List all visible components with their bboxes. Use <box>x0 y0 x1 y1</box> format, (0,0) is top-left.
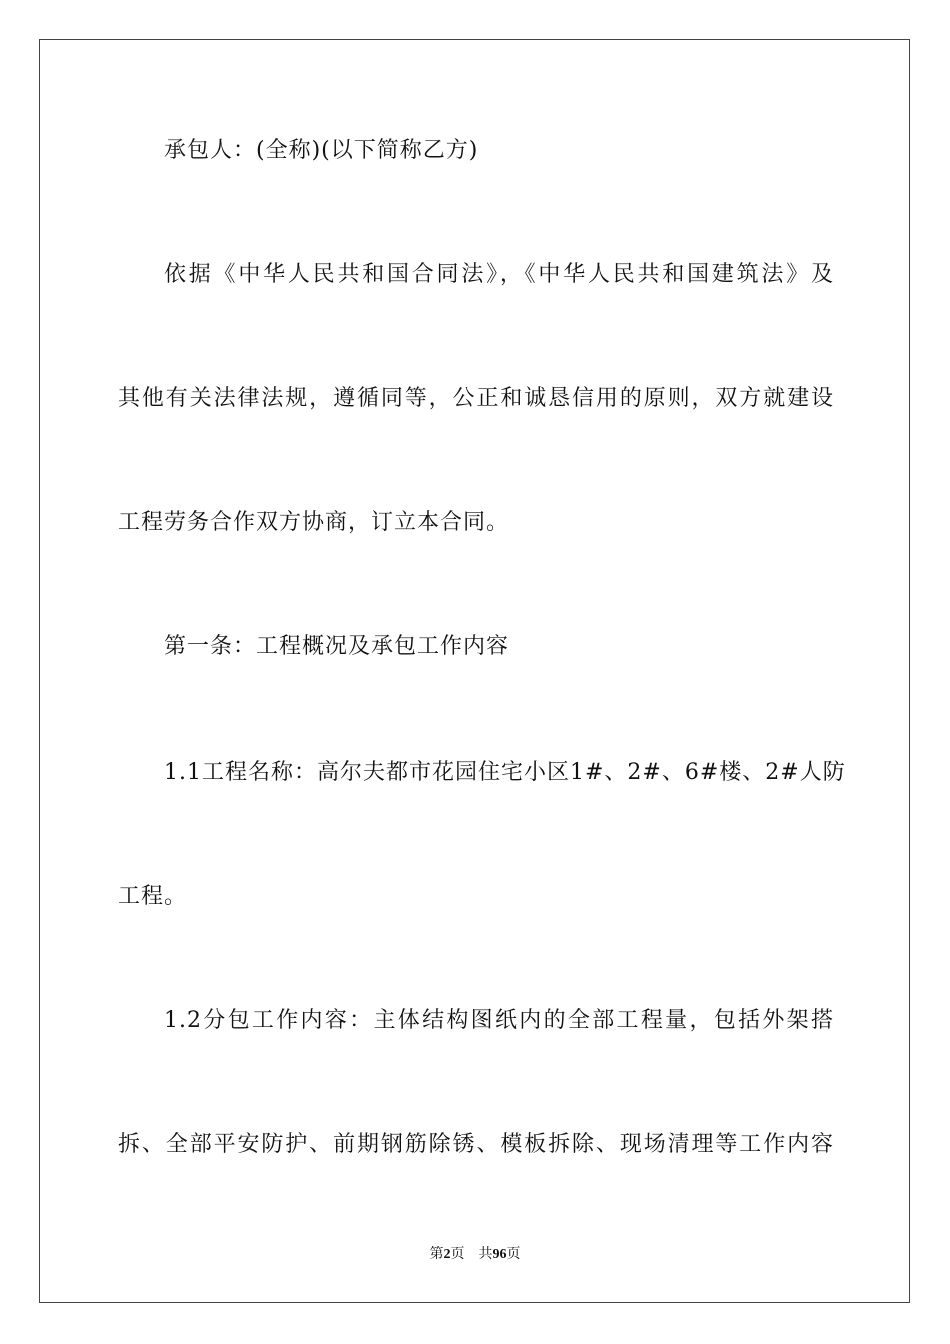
page-prefix: 第 <box>429 1247 444 1262</box>
paragraph-line-scope-2: 拆、全部平安防护、前期钢筋除锈、模板拆除、现场清理等工作内容 <box>118 1132 834 1157</box>
paragraph-line-basis-3: 工程劳务合作双方协商，订立本合同。 <box>118 510 510 535</box>
paragraph-line-basis-2: 其他有关法律法规，遵循同等，公正和诚恳信用的原则，双方就建设 <box>118 386 834 411</box>
page-suffix: 页 <box>450 1247 465 1262</box>
page-number: 2 <box>443 1247 451 1262</box>
paragraph-line-project-name-2: 工程。 <box>118 884 188 909</box>
paragraph-line-scope-1: 1.2分包工作内容：主体结构图纸内的全部工程量，包括外架搭 <box>164 1008 834 1033</box>
total-prefix: 共 <box>478 1247 493 1262</box>
paragraph-line-contractor: 承包人：(全称)(以下简称乙方) <box>164 138 479 163</box>
page-border <box>39 39 910 1303</box>
total-pages: 96 <box>492 1247 507 1262</box>
total-suffix: 页 <box>506 1247 521 1262</box>
paragraph-line-basis-1: 依据《中华人民共和国合同法》，《中华人民共和国建筑法》及 <box>164 262 834 287</box>
paragraph-line-project-name-1: 1.1工程名称：高尔夫都市花园住宅小区1#、2#、6#楼、2#人防 <box>164 760 846 785</box>
article-heading: 第一条：工程概况及承包工作内容 <box>164 634 510 659</box>
page-footer <box>0 1246 950 1264</box>
